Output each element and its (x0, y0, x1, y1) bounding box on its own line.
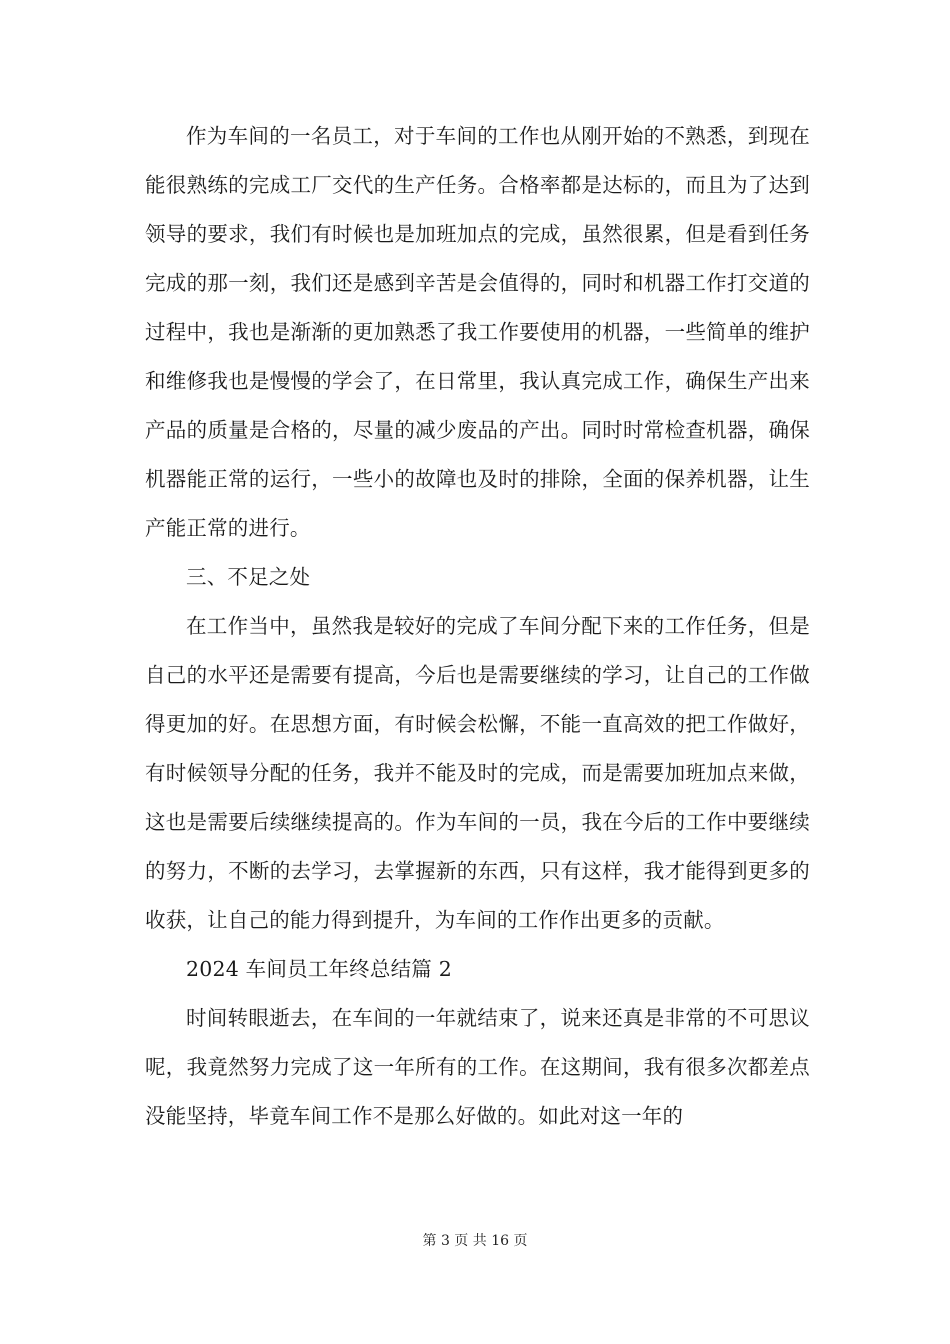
document-body (145, 112, 810, 1141)
article-heading: 2024 车间员工年终总结篇 2 (186, 957, 452, 981)
page-number-footer: 第 3 页 共 16 页 (422, 1233, 528, 1249)
paragraph-article-2-intro: 时间转眼逝去，在车间的一年就结束了，说来还真是非常的不可思议呢，我竟然努力完成了这一年所有的工作。在这期间，我有很多次都差点没能坚持，毕竟车间工作不是那么好做的。如此对这一年的 (145, 1006, 810, 1128)
paragraph-work-review: 作为车间的一名员工，对于车间的工作也从刚开始的不熟悉，到现在能很熟练的完成工厂交代的生产任务。合格率都是达标的，而且为了达到领导的要求，我们有时候也是加班加点的完成，虽然很累，但是看到任务完成的那一刻，我们还是感到辛苦是会值得的，同时和机器工作打交道的过程中，我也是渐渐的更加熟悉了我工作要使用的机器，一些简单的维护和维修我也是慢慢的学会了，在日常里，我认真完成工作，确保生产出来产品的质量是合格的，尽量的减少废品的产出。同时时常检查机器，确保机器能正常的运行，一些小的故障也及时的排除，全面的保养机器，让生产能正常的进行。 (145, 124, 810, 540)
section-heading-shortcomings: 三、不足之处 (186, 565, 311, 589)
paragraph-shortcomings: 在工作当中，虽然我是较好的完成了车间分配下来的工作任务，但是自己的水平还是需要有提高，今后也是需要继续的学习，让自己的工作做得更加的好。在思想方面，有时候会松懈，不能一直高效的把工作做好，有时候领导分配的任务，我并不能及时的完成，而是需要加班加点来做，这也是需要后续继续提高的。作为车间的一员，我在今后的工作中要继续的努力，不断的去学习，去掌握新的东西，只有这样，我才能得到更多的收获，让自己的能力得到提升，为车间的工作作出更多的贡献。 (145, 614, 810, 932)
